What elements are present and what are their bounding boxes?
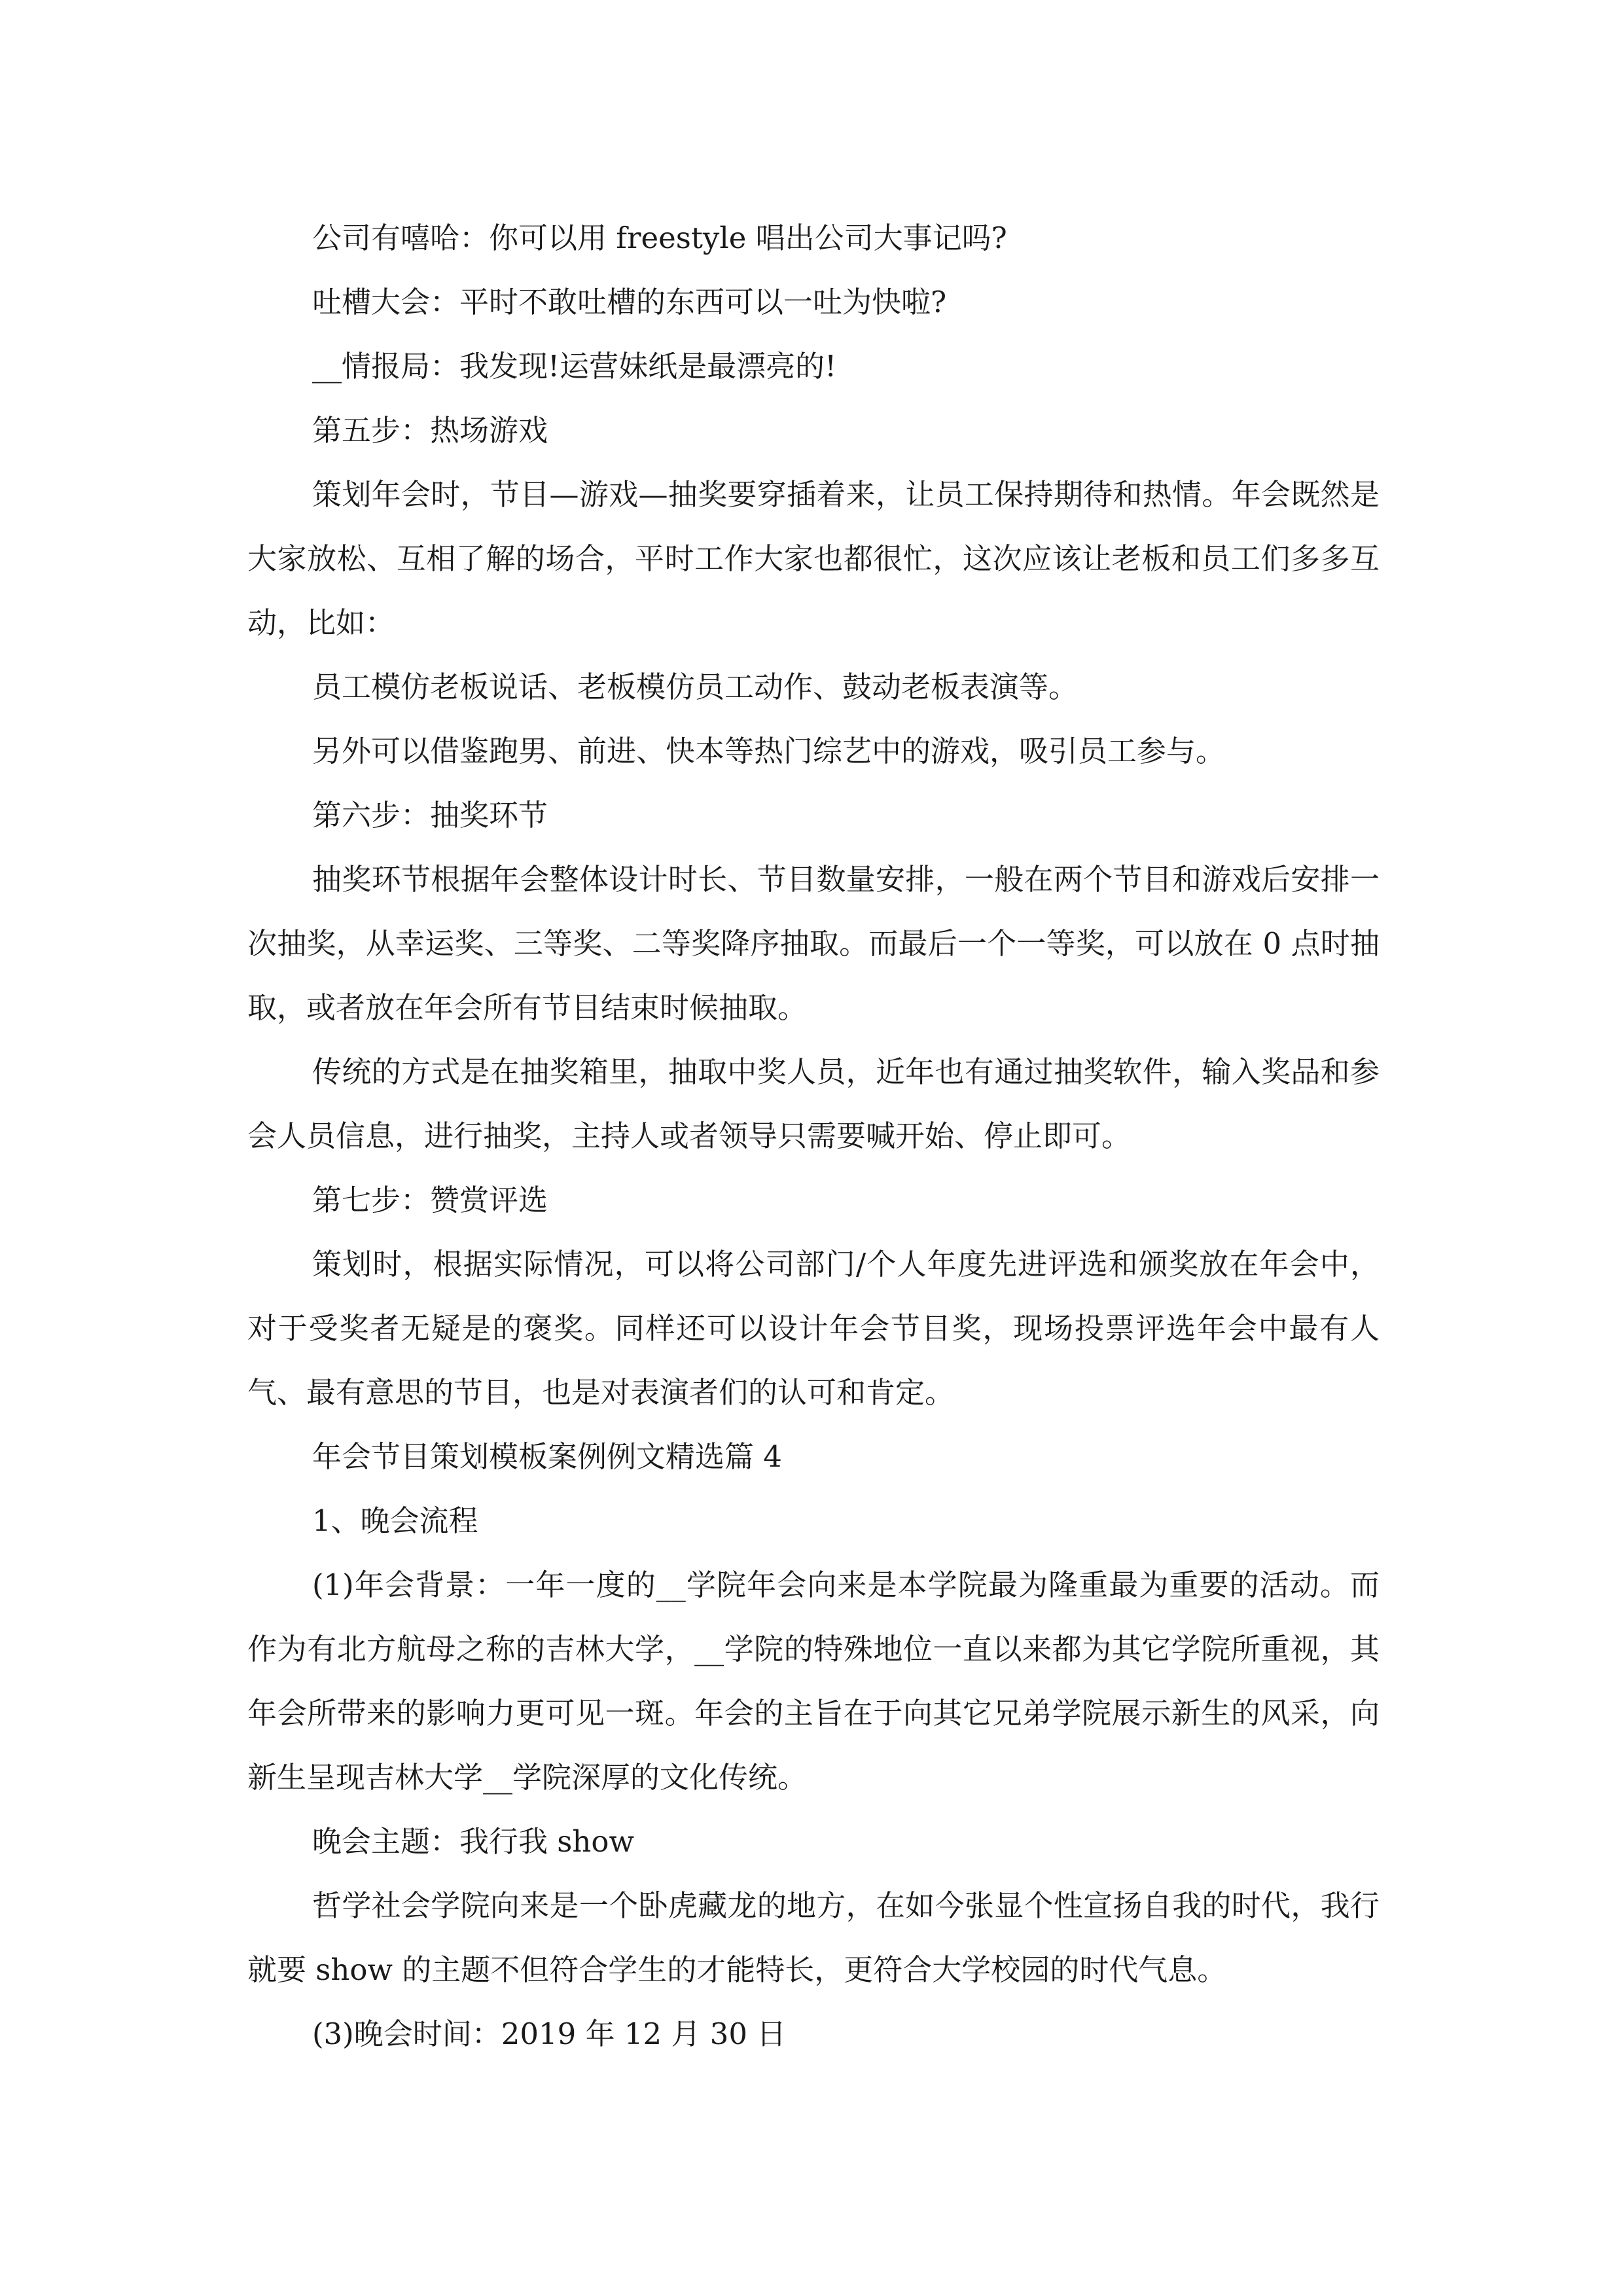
document-page: [247, 206, 1380, 2066]
paragraph-step-six-traditional: 传统的方式是在抽奖箱里，抽取中奖人员，近年也有通过抽奖软件，输入奖品和参会人员信息，进行抽奖，主持人或者领导只需要喊开始、停止即可。: [247, 1054, 1380, 1153]
paragraph-step-five-body: 策划年会时，节目—游戏—抽奖要穿插着来，让员工保持期待和热情。年会既然是大家放松、互相了解的场合，平时工作大家也都很忙，这次应该让老板和员工们多多互动，比如：: [247, 477, 1380, 640]
paragraph-evening-theme: 晚会主题：我行我 show: [312, 1824, 634, 1859]
heading-step-six: 第六步：抽奖环节: [312, 798, 548, 833]
paragraph-roast-conference: 吐槽大会：平时不敢吐槽的东西可以一吐为快啦?: [312, 285, 947, 319]
paragraph-step-five-examples: 员工模仿老板说话、老板模仿员工动作、鼓动老板表演等。: [312, 670, 1079, 704]
heading-step-five: 第五步：热场游戏: [312, 413, 548, 448]
paragraph-step-six-body: 抽奖环节根据年会整体设计时长、节目数量安排，一般在两个节目和游戏后安排一次抽奖，从幸运奖、三等奖、二等奖降序抽取。而最后一个一等奖，可以放在 0 点时抽取，或者放在年会所有节目结束时候抽取。: [247, 862, 1380, 1025]
paragraph-company-hiphop: 公司有嘻哈：你可以用 freestyle 唱出公司大事记吗?: [312, 221, 1007, 255]
paragraph-evening-time: (3)晚会时间：2019 年 12 月 30 日: [312, 2017, 787, 2051]
heading-evening-process: 1、晚会流程: [312, 1503, 478, 1538]
paragraph-step-seven-body: 策划时，根据实际情况，可以将公司部门/个人年度先进评选和颁奖放在年会中，对于受奖者无疑是的褒奖。同样还可以设计年会节目奖，现场投票评选年会中最有人气、最有意思的节目，也是对表演者们的认可和肯定。: [247, 1247, 1380, 1410]
paragraph-annual-background: (1)年会背景：一年一度的__学院年会向来是本学院最为隆重最为重要的活动。而作为有北方航母之称的吉林大学，__学院的特殊地位一直以来都为其它学院所重视，其年会所带来的影响力更可见一斑。年会的主旨在于向其它兄弟学院展示新生的风采，向新生呈现吉林大学__学院深厚的文化传统。: [247, 1568, 1380, 1795]
heading-sample-four: 年会节目策划模板案例例文精选篇 4: [312, 1439, 782, 1474]
paragraph-step-five-variety-games: 另外可以借鉴跑男、前进、快本等热门综艺中的游戏，吸引员工参与。: [312, 734, 1226, 768]
paragraph-intelligence-bureau: __情报局：我发现!运营妹纸是最漂亮的!: [312, 349, 837, 384]
paragraph-theme-description: 哲学社会学院向来是一个卧虎藏龙的地方，在如今张显个性宣扬自我的时代，我行就要 show 的主题不但符合学生的才能特长，更符合大学校园的时代气息。: [247, 1888, 1380, 1987]
heading-step-seven: 第七步：赞赏评选: [312, 1183, 548, 1217]
